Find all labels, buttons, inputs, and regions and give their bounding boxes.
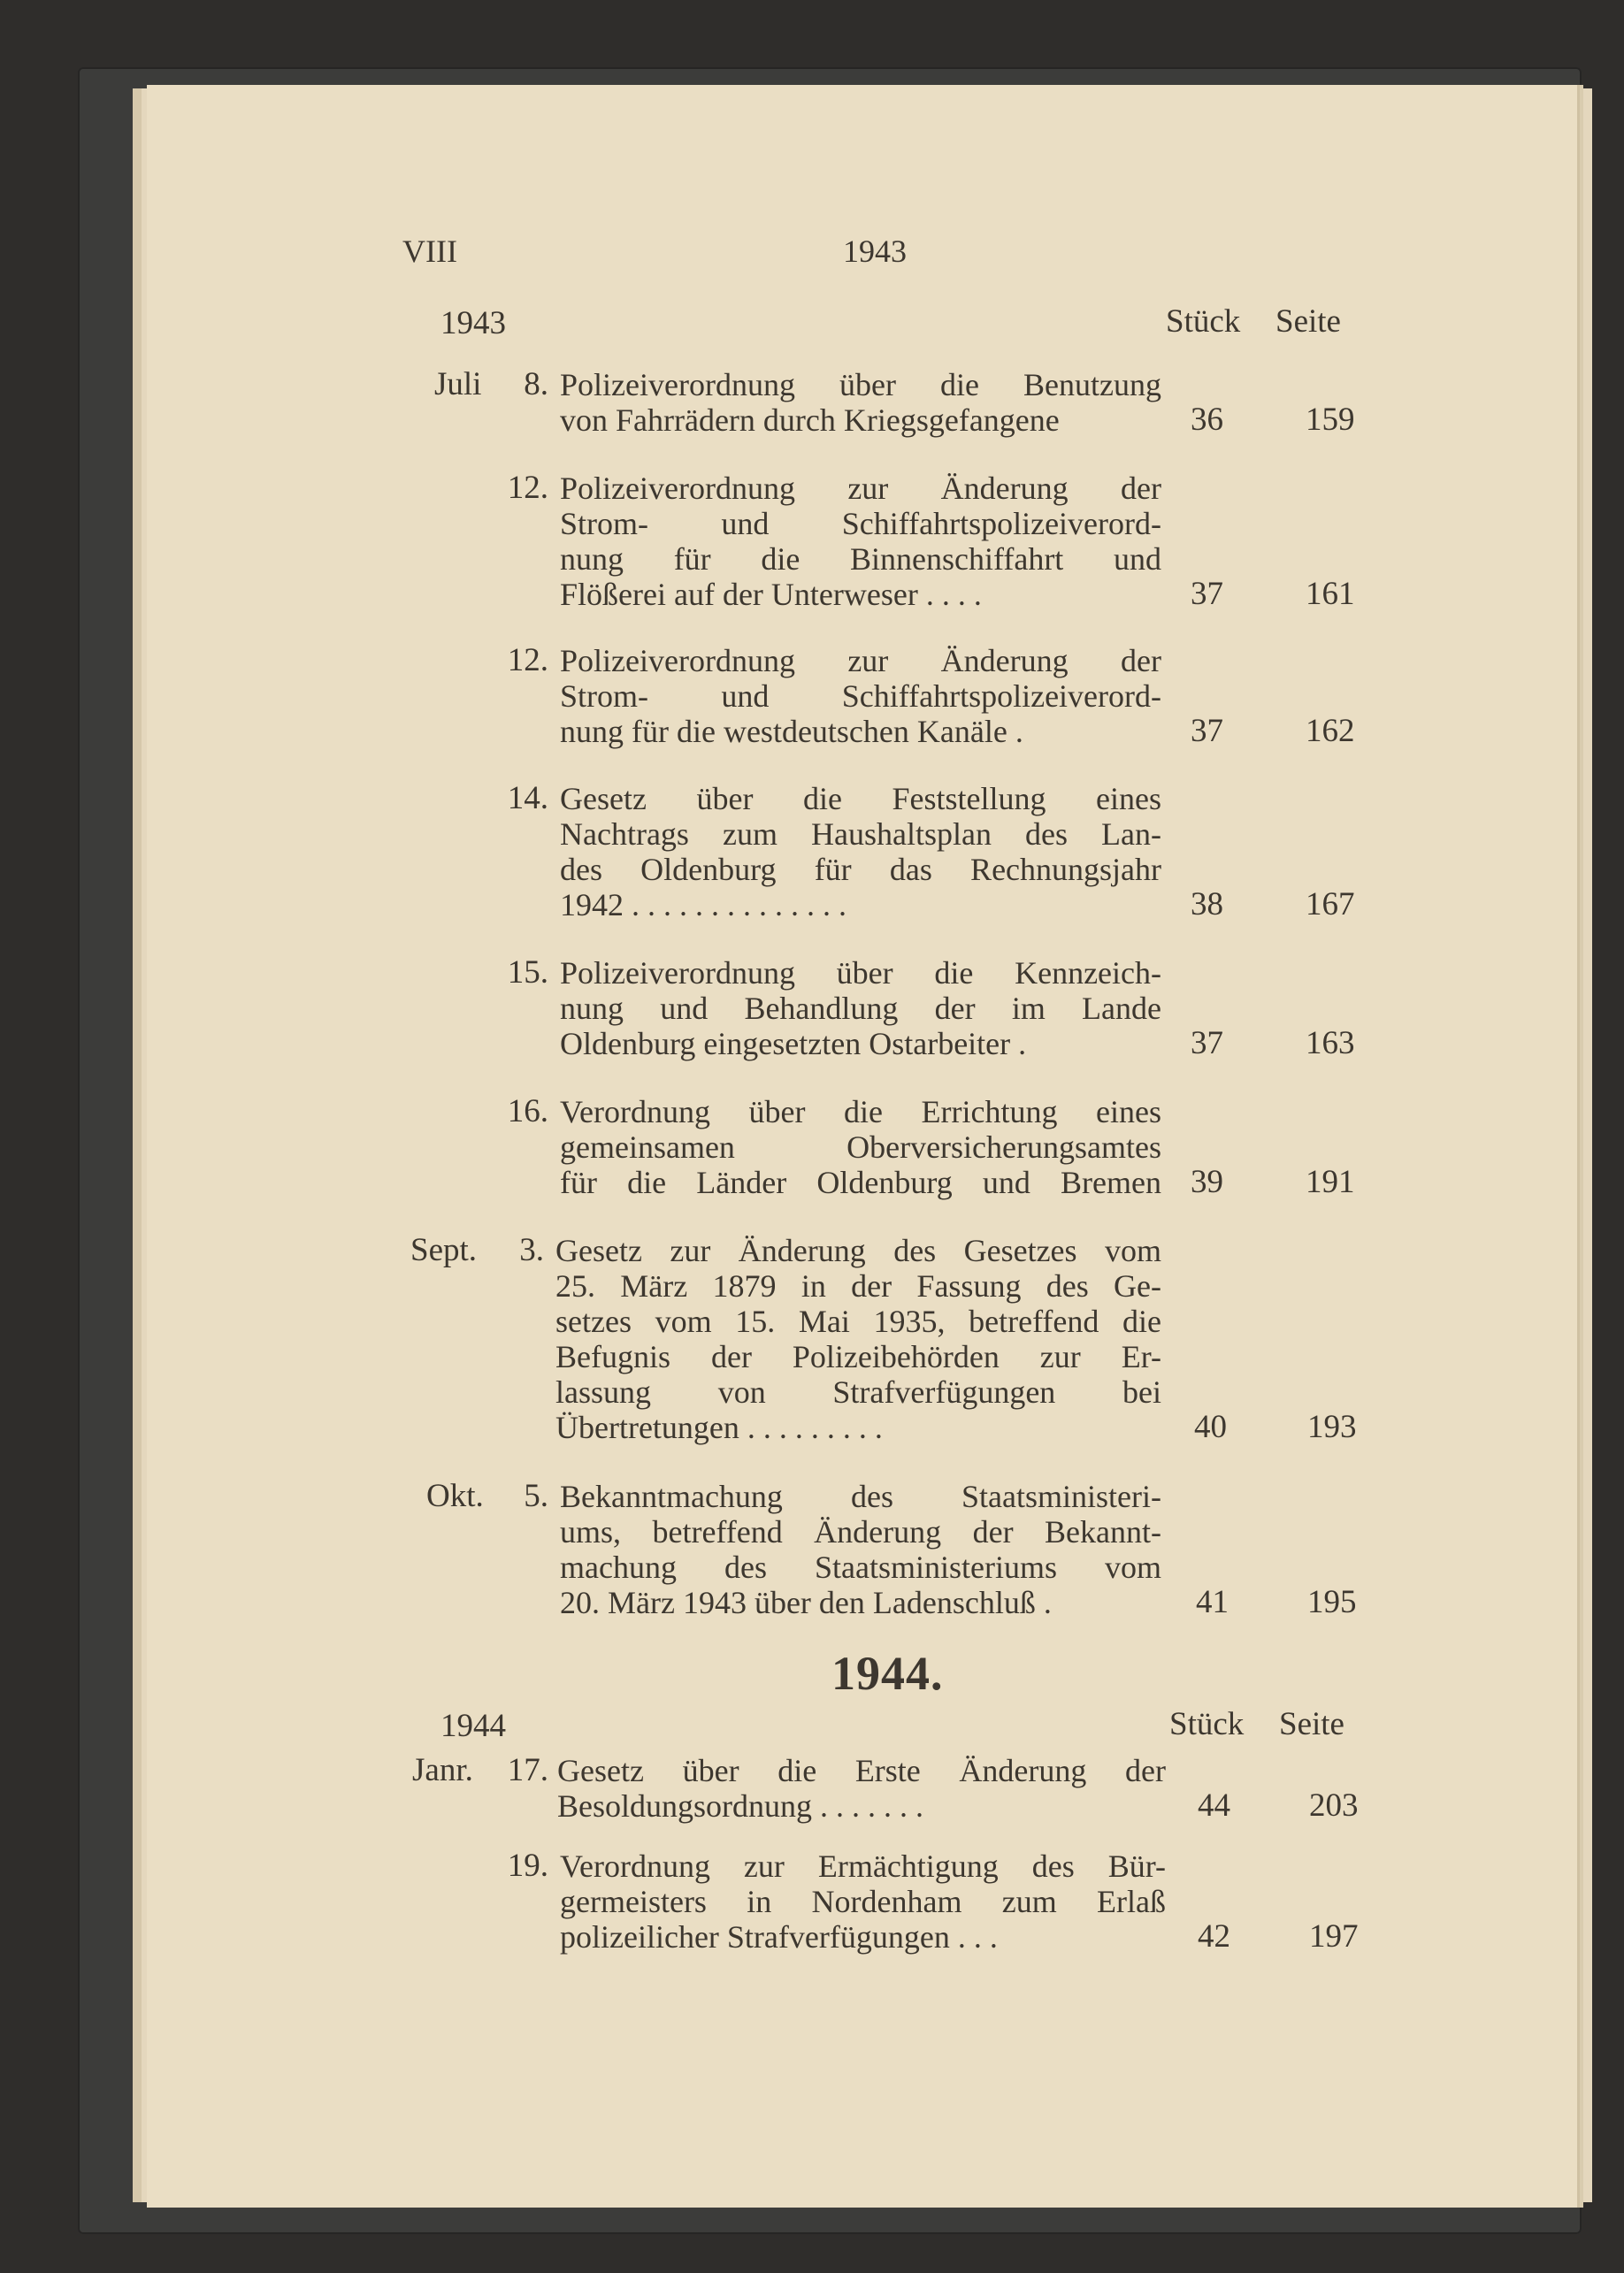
entry-line: gemeinsamen Oberversicherungsamtes (560, 1129, 1161, 1165)
entry-stueck: 38 (1191, 886, 1223, 922)
entry-month: Okt. (426, 1478, 484, 1514)
entry-stueck: 37 (1191, 1025, 1223, 1061)
entry-line: Besoldungsordnung . . . . . . . (557, 1788, 923, 1824)
column-head-seite: Seite (1279, 1706, 1344, 1742)
entry-seite: 191 (1306, 1164, 1355, 1200)
entry-day: 19. (507, 1848, 548, 1884)
entry-seite: 197 (1309, 1918, 1359, 1955)
entry-title (560, 643, 1161, 749)
entry-stueck: 39 (1191, 1164, 1223, 1200)
entry-title (560, 1848, 1166, 1955)
column-head-stueck: Stück (1169, 1706, 1245, 1742)
entry-line: Gesetz über die Erste Änderung der (557, 1753, 1166, 1788)
entry-line: von Fahrrädern durch Kriegsgefangene (560, 402, 1060, 438)
entry-seite: 203 (1309, 1787, 1359, 1824)
entry-stueck: 44 (1198, 1787, 1230, 1824)
entry-line: Übertretungen . . . . . . . . . (555, 1410, 883, 1445)
page-number-roman: VIII (402, 233, 457, 269)
entry-line: Strom- und Schiffahrtspolizeiverord- (560, 678, 1161, 714)
entry-line: germeisters in Nordenham zum Erlaß (560, 1884, 1166, 1919)
entry-line: Strom- und Schiffahrtspolizeiverord- (560, 506, 1161, 541)
entry-title (560, 471, 1161, 612)
entry-seite: 195 (1307, 1584, 1357, 1620)
entry-line: des Oldenburg für das Rechnungsjahr (560, 852, 1161, 887)
entry-line: 1942 . . . . . . . . . . . . . . (560, 887, 846, 922)
entry-line: nung und Behandlung der im Lande (560, 991, 1161, 1026)
entry-title (560, 955, 1161, 1061)
entry-line: 20. März 1943 über den Ladenschluß . (560, 1585, 1052, 1620)
entry-line: machung des Staatsministeriums vom (560, 1550, 1161, 1585)
entry-line: polizeilicher Strafverfügungen . . . (560, 1919, 998, 1955)
entry-title (560, 1094, 1161, 1200)
entry-stueck: 36 (1191, 402, 1223, 438)
entry-title (560, 781, 1161, 922)
entry-title (560, 1479, 1161, 1620)
entry-month: Sept. (410, 1232, 478, 1268)
entry-day: 14. (507, 780, 548, 816)
entry-seite: 167 (1306, 886, 1355, 922)
entry-stueck: 41 (1196, 1584, 1229, 1620)
entry-seite: 162 (1306, 713, 1355, 749)
entry-title (560, 367, 1161, 438)
entry-title (555, 1233, 1161, 1445)
entry-seite: 163 (1306, 1025, 1355, 1061)
entry-seite: 159 (1306, 402, 1355, 438)
entry-day: 8. (524, 366, 548, 402)
entry-line: Polizeiverordnung zur Änderung der (560, 471, 1161, 506)
year-label-1943: 1943 (440, 305, 506, 341)
entry-line: Polizeiverordnung über die Benutzung (560, 367, 1161, 402)
entry-day: 5. (524, 1478, 548, 1514)
entry-month: Juli (434, 366, 482, 402)
entry-line: Polizeiverordnung zur Änderung der (560, 643, 1161, 678)
entry-day: 12. (507, 642, 548, 678)
entry-line: nung für die Binnenschiffahrt und (560, 541, 1161, 577)
entry-title (557, 1753, 1166, 1824)
entry-line: lassung von Strafverfügungen bei (555, 1374, 1161, 1410)
entry-line: Nachtrags zum Haushaltsplan des Lan- (560, 816, 1161, 852)
running-year: 1943 (843, 233, 907, 269)
entry-seite: 161 (1306, 576, 1355, 612)
entry-line: 25. März 1879 in der Fassung des Ge- (555, 1268, 1161, 1304)
entry-stueck: 37 (1191, 576, 1223, 612)
entry-day: 12. (507, 470, 548, 506)
entry-line: Verordnung zur Ermächtigung des Bür- (560, 1848, 1166, 1884)
entry-seite: 193 (1307, 1409, 1357, 1445)
entry-month: Janr. (412, 1752, 473, 1788)
entry-stueck: 40 (1194, 1409, 1227, 1445)
entry-line: Gesetz über die Feststellung eines (560, 781, 1161, 816)
year-label-1944: 1944 (440, 1708, 506, 1744)
entry-stueck: 37 (1191, 713, 1223, 749)
entry-day: 16. (507, 1093, 548, 1129)
column-head-seite: Seite (1275, 303, 1341, 340)
entry-day: 17. (507, 1752, 548, 1788)
entry-line: Befugnis der Polizeibehörden zur Er- (555, 1339, 1161, 1374)
entry-line: setzes vom 15. Mai 1935, betreffend die (555, 1304, 1161, 1339)
entry-day: 15. (507, 954, 548, 991)
entry-line: Bekanntmachung des Staatsministeri- (560, 1479, 1161, 1514)
entry-day: 3. (519, 1232, 544, 1268)
entry-line: nung für die westdeutschen Kanäle . (560, 714, 1023, 749)
entry-line: ums, betreffend Änderung der Bekannt- (560, 1514, 1161, 1550)
column-head-stueck: Stück (1166, 303, 1241, 340)
entry-line: Flößerei auf der Unterweser . . . . (560, 577, 982, 612)
entry-line: Polizeiverordnung über die Kennzeich- (560, 955, 1161, 991)
entry-line: Oldenburg eingesetzten Ostarbeiter . (560, 1026, 1027, 1061)
entry-stueck: 42 (1198, 1918, 1230, 1955)
entry-line: Gesetz zur Änderung des Gesetzes vom (555, 1233, 1161, 1268)
entry-line: für die Länder Oldenburg und Bremen (560, 1165, 1161, 1200)
entry-line: Verordnung über die Errichtung eines (560, 1094, 1161, 1129)
year-heading-1944: 1944. (831, 1647, 944, 1700)
